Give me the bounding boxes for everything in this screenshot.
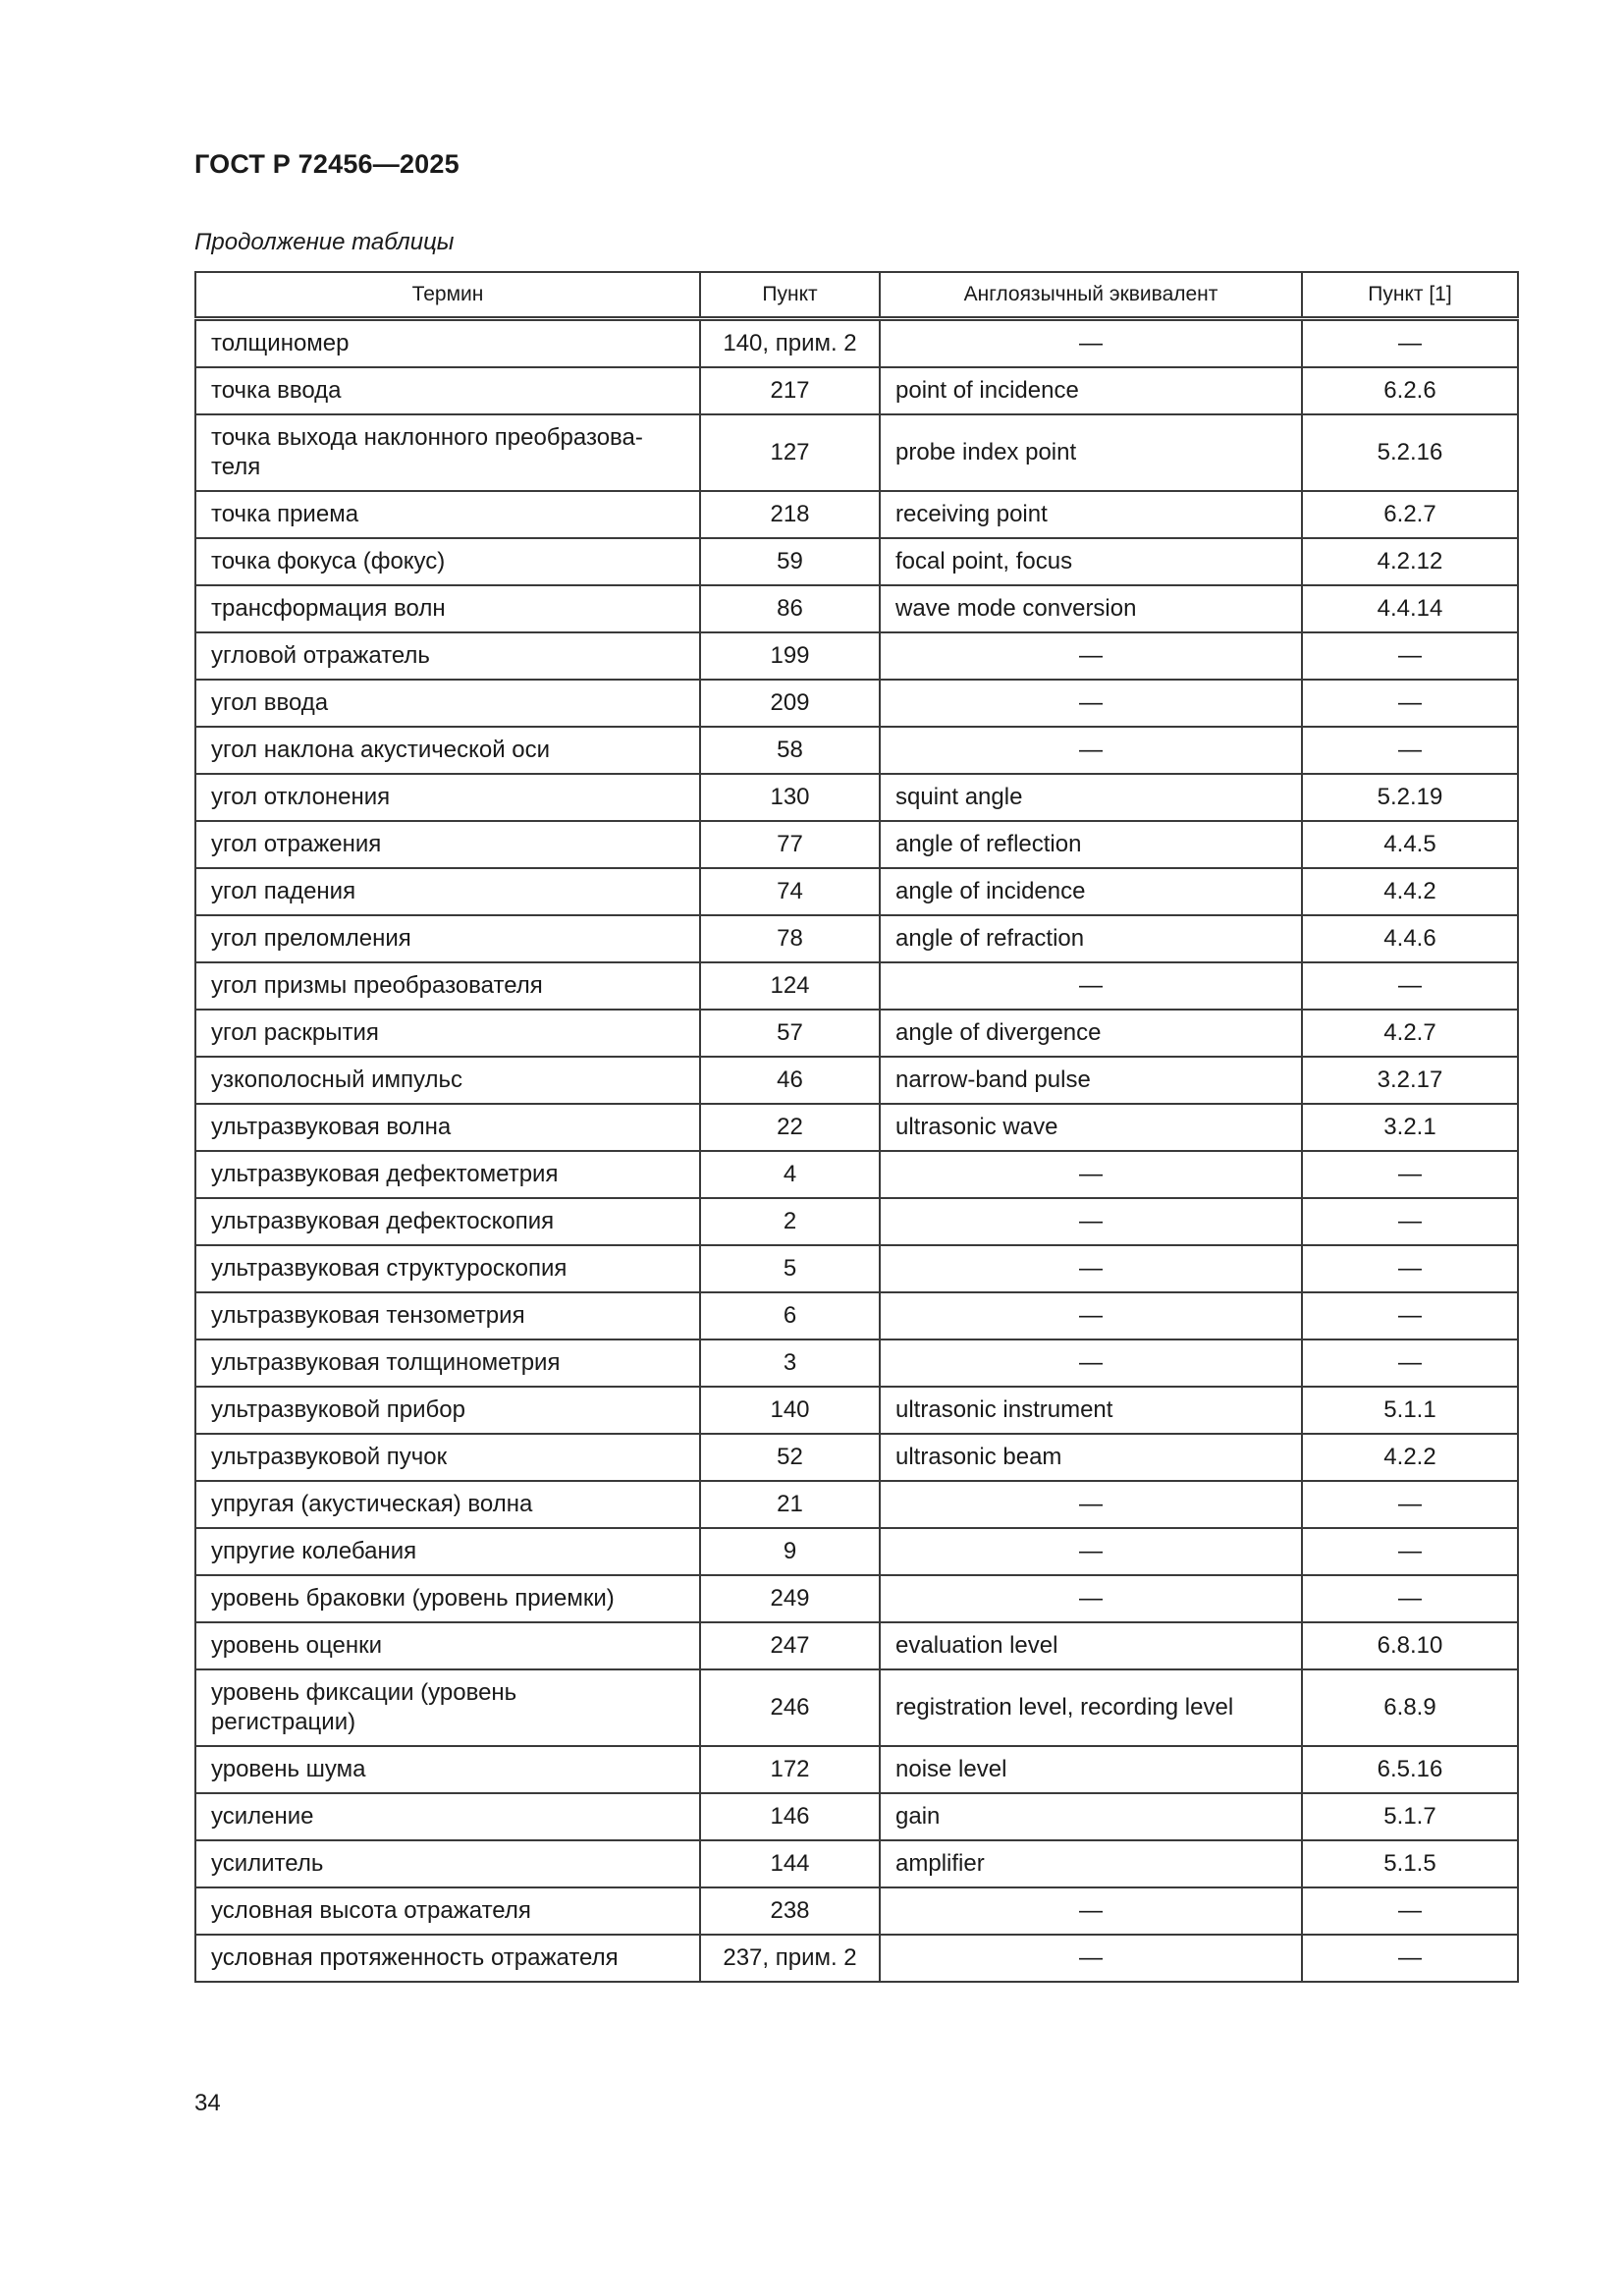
- item-cell: 74: [700, 868, 880, 915]
- english-cell: —: [880, 1575, 1302, 1622]
- table-row: [195, 414, 1518, 491]
- table-row: [195, 1481, 1518, 1528]
- table-row: [195, 632, 1518, 680]
- table-header-row: [195, 272, 1518, 319]
- item-cell: 58: [700, 727, 880, 774]
- english-cell: ultrasonic beam: [880, 1434, 1302, 1481]
- item-cell: 124: [700, 962, 880, 1010]
- table-row: [195, 1057, 1518, 1104]
- item-cell: 218: [700, 491, 880, 538]
- term-cell: упругая (акустическая) волна: [195, 1481, 700, 1528]
- table-row: [195, 1840, 1518, 1887]
- item-cell: 130: [700, 774, 880, 821]
- item-cell: 217: [700, 367, 880, 414]
- table-caption: Продолжение таблицы: [194, 229, 455, 255]
- item-cell: 46: [700, 1057, 880, 1104]
- term-cell: уровень фиксации (уровень регистрации): [195, 1669, 700, 1746]
- english-cell: angle of incidence: [880, 868, 1302, 915]
- english-cell: focal point, focus: [880, 538, 1302, 585]
- term-cell: точка фокуса (фокус): [195, 538, 700, 585]
- english-cell: wave mode conversion: [880, 585, 1302, 632]
- ref-cell: 4.4.5: [1302, 821, 1518, 868]
- table-row: [195, 585, 1518, 632]
- ref-cell: 4.4.2: [1302, 868, 1518, 915]
- english-cell: point of incidence: [880, 367, 1302, 414]
- item-cell: 209: [700, 680, 880, 727]
- english-cell: angle of refraction: [880, 915, 1302, 962]
- term-cell: ультразвуковая структуроскопия: [195, 1245, 700, 1292]
- table-row: [195, 1575, 1518, 1622]
- ref-cell: 5.2.16: [1302, 414, 1518, 491]
- table-row: [195, 1010, 1518, 1057]
- ref-cell: 4.2.2: [1302, 1434, 1518, 1481]
- table-row: [195, 727, 1518, 774]
- table-body: [195, 319, 1518, 1983]
- ref-cell: 4.4.6: [1302, 915, 1518, 962]
- table-row: [195, 821, 1518, 868]
- item-cell: 172: [700, 1746, 880, 1793]
- table-row: [195, 491, 1518, 538]
- term-cell: ультразвуковая тензометрия: [195, 1292, 700, 1339]
- ref-cell: 3.2.1: [1302, 1104, 1518, 1151]
- english-cell: —: [880, 1151, 1302, 1198]
- term-cell: ультразвуковая дефектометрия: [195, 1151, 700, 1198]
- item-cell: 77: [700, 821, 880, 868]
- table-row: [195, 319, 1518, 368]
- table-row: [195, 1887, 1518, 1935]
- item-cell: 21: [700, 1481, 880, 1528]
- english-cell: —: [880, 1339, 1302, 1387]
- term-cell: усиление: [195, 1793, 700, 1840]
- english-cell: —: [880, 727, 1302, 774]
- ref-cell: —: [1302, 1198, 1518, 1245]
- table-row: [195, 1746, 1518, 1793]
- term-cell: ультразвуковой прибор: [195, 1387, 700, 1434]
- item-cell: 3: [700, 1339, 880, 1387]
- term-cell: трансформация волн: [195, 585, 700, 632]
- term-cell: ультразвуковая толщинометрия: [195, 1339, 700, 1387]
- english-cell: evaluation level: [880, 1622, 1302, 1669]
- table-row: [195, 1669, 1518, 1746]
- ref-cell: —: [1302, 1887, 1518, 1935]
- english-cell: gain: [880, 1793, 1302, 1840]
- term-cell: ультразвуковая дефектоскопия: [195, 1198, 700, 1245]
- ref-cell: —: [1302, 1151, 1518, 1198]
- english-cell: —: [880, 680, 1302, 727]
- ref-cell: —: [1302, 1245, 1518, 1292]
- ref-cell: —: [1302, 1292, 1518, 1339]
- item-cell: 127: [700, 414, 880, 491]
- english-cell: —: [880, 632, 1302, 680]
- table-row: [195, 1935, 1518, 1982]
- column-header-term: Термин: [195, 272, 700, 319]
- item-cell: 6: [700, 1292, 880, 1339]
- term-cell: условная протяженность отражателя: [195, 1935, 700, 1982]
- table-row: [195, 1198, 1518, 1245]
- terms-table: [194, 271, 1519, 1983]
- english-cell: angle of reflection: [880, 821, 1302, 868]
- ref-cell: —: [1302, 1528, 1518, 1575]
- term-cell: условная высота отражателя: [195, 1887, 700, 1935]
- ref-cell: —: [1302, 1339, 1518, 1387]
- term-cell: угол призмы преобразователя: [195, 962, 700, 1010]
- ref-cell: —: [1302, 680, 1518, 727]
- term-cell: толщиномер: [195, 319, 700, 368]
- item-cell: 86: [700, 585, 880, 632]
- item-cell: 4: [700, 1151, 880, 1198]
- ref-cell: —: [1302, 1935, 1518, 1982]
- table-row: [195, 915, 1518, 962]
- english-cell: probe index point: [880, 414, 1302, 491]
- item-cell: 246: [700, 1669, 880, 1746]
- english-cell: noise level: [880, 1746, 1302, 1793]
- ref-cell: —: [1302, 632, 1518, 680]
- item-cell: 249: [700, 1575, 880, 1622]
- term-cell: угол ввода: [195, 680, 700, 727]
- ref-cell: 6.8.9: [1302, 1669, 1518, 1746]
- table-row: [195, 1245, 1518, 1292]
- term-cell: точка ввода: [195, 367, 700, 414]
- table-row: [195, 680, 1518, 727]
- english-cell: squint angle: [880, 774, 1302, 821]
- table-row: [195, 774, 1518, 821]
- english-cell: —: [880, 319, 1302, 368]
- term-cell: уровень шума: [195, 1746, 700, 1793]
- item-cell: 2: [700, 1198, 880, 1245]
- english-cell: registration level, recording level: [880, 1669, 1302, 1746]
- item-cell: 247: [700, 1622, 880, 1669]
- english-cell: —: [880, 1481, 1302, 1528]
- table-row: [195, 1793, 1518, 1840]
- item-cell: 5: [700, 1245, 880, 1292]
- ref-cell: 5.2.19: [1302, 774, 1518, 821]
- item-cell: 146: [700, 1793, 880, 1840]
- english-cell: narrow-band pulse: [880, 1057, 1302, 1104]
- term-cell: упругие колебания: [195, 1528, 700, 1575]
- ref-cell: 4.2.7: [1302, 1010, 1518, 1057]
- english-cell: receiving point: [880, 491, 1302, 538]
- ref-cell: 4.4.14: [1302, 585, 1518, 632]
- term-cell: угол преломления: [195, 915, 700, 962]
- english-cell: —: [880, 1198, 1302, 1245]
- term-cell: угловой отражатель: [195, 632, 700, 680]
- term-cell: уровень оценки: [195, 1622, 700, 1669]
- english-cell: —: [880, 1935, 1302, 1982]
- ref-cell: 6.8.10: [1302, 1622, 1518, 1669]
- english-cell: amplifier: [880, 1840, 1302, 1887]
- table-row: [195, 538, 1518, 585]
- item-cell: 57: [700, 1010, 880, 1057]
- ref-cell: —: [1302, 727, 1518, 774]
- table-row: [195, 367, 1518, 414]
- term-cell: узкополосный импульс: [195, 1057, 700, 1104]
- ref-cell: —: [1302, 962, 1518, 1010]
- english-cell: —: [880, 1887, 1302, 1935]
- ref-cell: 4.2.12: [1302, 538, 1518, 585]
- document-header: ГОСТ Р 72456—2025: [194, 149, 460, 179]
- item-cell: 237, прим. 2: [700, 1935, 880, 1982]
- table-row: [195, 962, 1518, 1010]
- table-row: [195, 1387, 1518, 1434]
- ref-cell: 6.2.6: [1302, 367, 1518, 414]
- table-row: [195, 1292, 1518, 1339]
- english-cell: —: [880, 1528, 1302, 1575]
- column-header-item: Пункт: [700, 272, 880, 319]
- term-cell: уровень браковки (уровень приемки): [195, 1575, 700, 1622]
- term-cell: точка выхода наклонного преобразова- теля: [195, 414, 700, 491]
- term-cell: угол наклона акустической оси: [195, 727, 700, 774]
- ref-cell: —: [1302, 1481, 1518, 1528]
- table-row: [195, 1528, 1518, 1575]
- table-row: [195, 1151, 1518, 1198]
- ref-cell: 3.2.17: [1302, 1057, 1518, 1104]
- english-cell: —: [880, 1245, 1302, 1292]
- item-cell: 199: [700, 632, 880, 680]
- ref-cell: 5.1.1: [1302, 1387, 1518, 1434]
- term-cell: ультразвуковая волна: [195, 1104, 700, 1151]
- item-cell: 22: [700, 1104, 880, 1151]
- table-row: [195, 1622, 1518, 1669]
- table-row: [195, 1104, 1518, 1151]
- term-cell: угол отклонения: [195, 774, 700, 821]
- english-cell: angle of divergence: [880, 1010, 1302, 1057]
- ref-cell: —: [1302, 319, 1518, 368]
- term-cell: ультразвуковой пучок: [195, 1434, 700, 1481]
- term-cell: угол падения: [195, 868, 700, 915]
- ref-cell: 6.5.16: [1302, 1746, 1518, 1793]
- item-cell: 78: [700, 915, 880, 962]
- ref-cell: —: [1302, 1575, 1518, 1622]
- table-row: [195, 1339, 1518, 1387]
- term-cell: точка приема: [195, 491, 700, 538]
- term-cell: угол отражения: [195, 821, 700, 868]
- page-number: 34: [194, 2090, 221, 2116]
- table-row: [195, 1434, 1518, 1481]
- item-cell: 52: [700, 1434, 880, 1481]
- english-cell: —: [880, 1292, 1302, 1339]
- item-cell: 59: [700, 538, 880, 585]
- english-cell: —: [880, 962, 1302, 1010]
- item-cell: 144: [700, 1840, 880, 1887]
- item-cell: 238: [700, 1887, 880, 1935]
- column-header-ref: Пункт [1]: [1302, 272, 1518, 319]
- ref-cell: 5.1.5: [1302, 1840, 1518, 1887]
- ref-cell: 6.2.7: [1302, 491, 1518, 538]
- table-row: [195, 868, 1518, 915]
- item-cell: 9: [700, 1528, 880, 1575]
- english-cell: ultrasonic wave: [880, 1104, 1302, 1151]
- item-cell: 140, прим. 2: [700, 319, 880, 368]
- ref-cell: 5.1.7: [1302, 1793, 1518, 1840]
- term-cell: усилитель: [195, 1840, 700, 1887]
- english-cell: ultrasonic instrument: [880, 1387, 1302, 1434]
- term-cell: угол раскрытия: [195, 1010, 700, 1057]
- item-cell: 140: [700, 1387, 880, 1434]
- column-header-english: Англоязычный эквивалент: [880, 272, 1302, 319]
